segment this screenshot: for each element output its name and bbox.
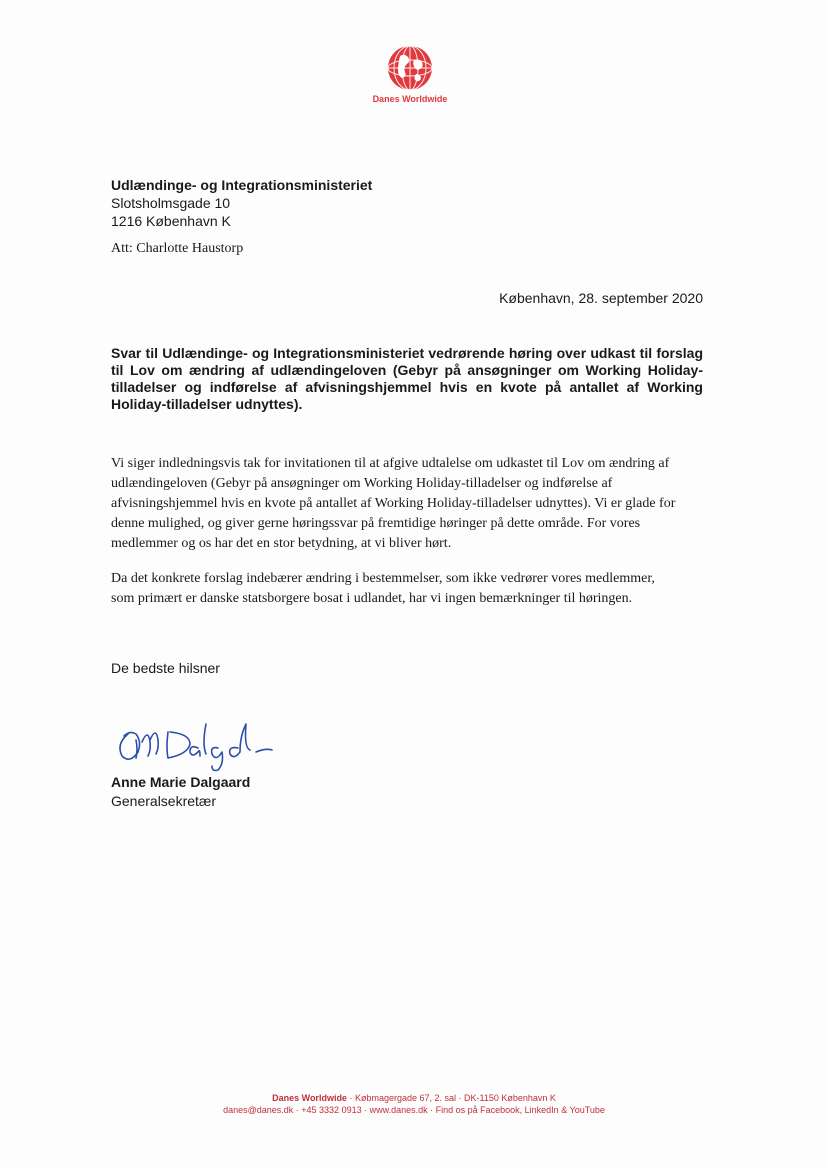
body-line: afvisningshjemmel hvis en kvote på antallet af Working Holiday-tilladelser udnyttes). Vi er glade for xyxy=(111,496,676,511)
footer-org: Danes Worldwide xyxy=(272,1093,347,1103)
letter-footer xyxy=(0,1092,828,1116)
body-line: som primært er danske statsborgere bosat i udlandet, har vi ingen bemærkninger til høringen. xyxy=(111,591,633,606)
body-line: Da det konkrete forslag indebærer ændring i bestemmelser, som ikke vedrører vores medlemmer, xyxy=(111,571,655,586)
body-paragraph-1 xyxy=(111,454,711,554)
letter-subject: Svar til Udlændinge- og Integrationsministeriet vedrørende høring over udkast til forslag til Lov om ændring af udlændingeloven (Gebyr på ansøgninger om Working Holiday-tilladelser og indførelse af afvisningshjemmel hvis en kvote på antallet af Working Holiday-tilladelser udnyttes). xyxy=(111,345,703,412)
recipient-name: Udlændinge- og Integrationsministeriet xyxy=(111,177,373,193)
body-line: Vi siger indledningsvis tak for invitationen til at afgive udtalelse om udkastet til Lov om ændring af xyxy=(111,456,670,471)
recipient-street: Slotsholmsgade 10 xyxy=(111,195,231,211)
body-line: medlemmer og os har det en stor betydning, at vi bliver hørt. xyxy=(111,536,452,551)
closing-greeting: De bedste hilsner xyxy=(111,660,220,676)
footer-address: · Købmagergade 67, 2. sal · DK-1150 København K xyxy=(346,1093,556,1103)
body-line: udlændingeloven (Gebyr på ansøgninger om Working Holiday-tilladelser og indførelse af xyxy=(111,476,613,491)
signer-title: Generalsekretær xyxy=(111,793,217,809)
attention-line: Att: Charlotte Haustorp xyxy=(111,241,244,256)
body-line: denne mulighed, og giver gerne høringssvar på fremtidige høringer på dette område. For vores xyxy=(111,516,641,531)
globe-icon xyxy=(386,44,434,92)
recipient-city: 1216 København K xyxy=(111,213,231,229)
footer-line-2: danes@danes.dk · +45 3332 0913 · www.danes.dk · Find os på Facebook, LinkedIn & YouTube xyxy=(223,1105,605,1115)
letter-date: København, 28. september 2020 xyxy=(499,290,703,306)
signature-image xyxy=(106,712,296,774)
signer-name: Anne Marie Dalgaard xyxy=(111,774,251,790)
signer-block xyxy=(111,773,250,811)
recipient-address xyxy=(111,176,372,230)
body-paragraph-2 xyxy=(111,569,711,609)
logo-text: Danes Worldwide xyxy=(372,94,448,104)
footer-line-1 xyxy=(0,1092,828,1104)
